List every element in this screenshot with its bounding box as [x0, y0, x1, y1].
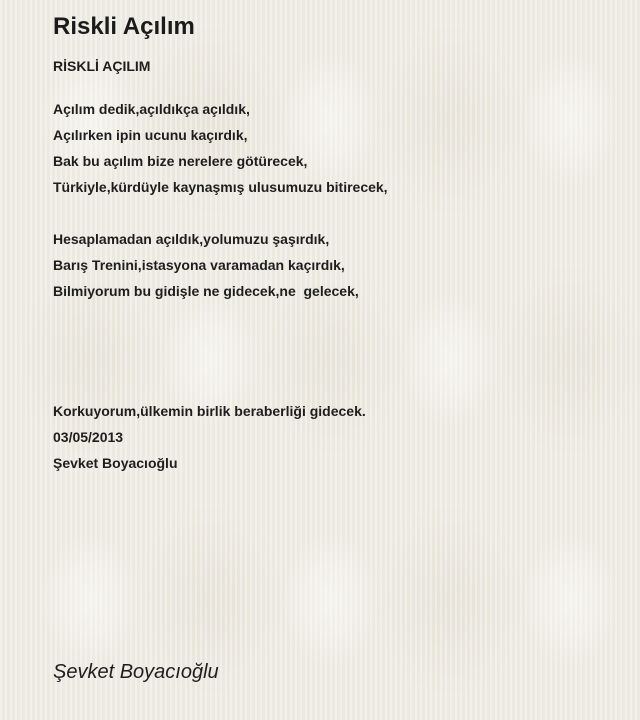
- poem-line: Bilmiyorum bu gidişle ne gidecek,ne gelecek,: [53, 283, 359, 299]
- poem-date: 03/05/2013: [53, 429, 124, 445]
- poem-heading: RİSKLİ AÇILIM: [53, 58, 151, 74]
- poem-author: Şevket Boyacıoğlu: [53, 455, 178, 471]
- poem-line: Korkuyorum,ülkemin birlik beraberliği gidecek.: [53, 403, 366, 419]
- author-signature: Şevket Boyacıoğlu: [53, 661, 219, 683]
- poem-line: Açılırken ipin ucunu kaçırdık,: [53, 127, 248, 143]
- poem-line: Türkiyle,kürdüyle kaynaşmış ulusumuzu bitirecek,: [53, 179, 388, 195]
- poem-page: [53, 12, 613, 476]
- poem-line: Bak bu açılım bize nerelere götürecek,: [53, 153, 308, 169]
- stanza-1: [53, 96, 613, 200]
- poem-line: Barış Trenini,istasyona varamadan kaçırdık,: [53, 257, 345, 273]
- stanza-2: [53, 226, 613, 304]
- poem-line: Hesaplamadan açıldık,yolumuzu şaşırdık,: [53, 231, 330, 247]
- stanza-3: [53, 398, 613, 476]
- poem-line: Açılım dedik,açıldıkça açıldık,: [53, 101, 250, 117]
- page-title: Riskli Açılım: [53, 13, 195, 40]
